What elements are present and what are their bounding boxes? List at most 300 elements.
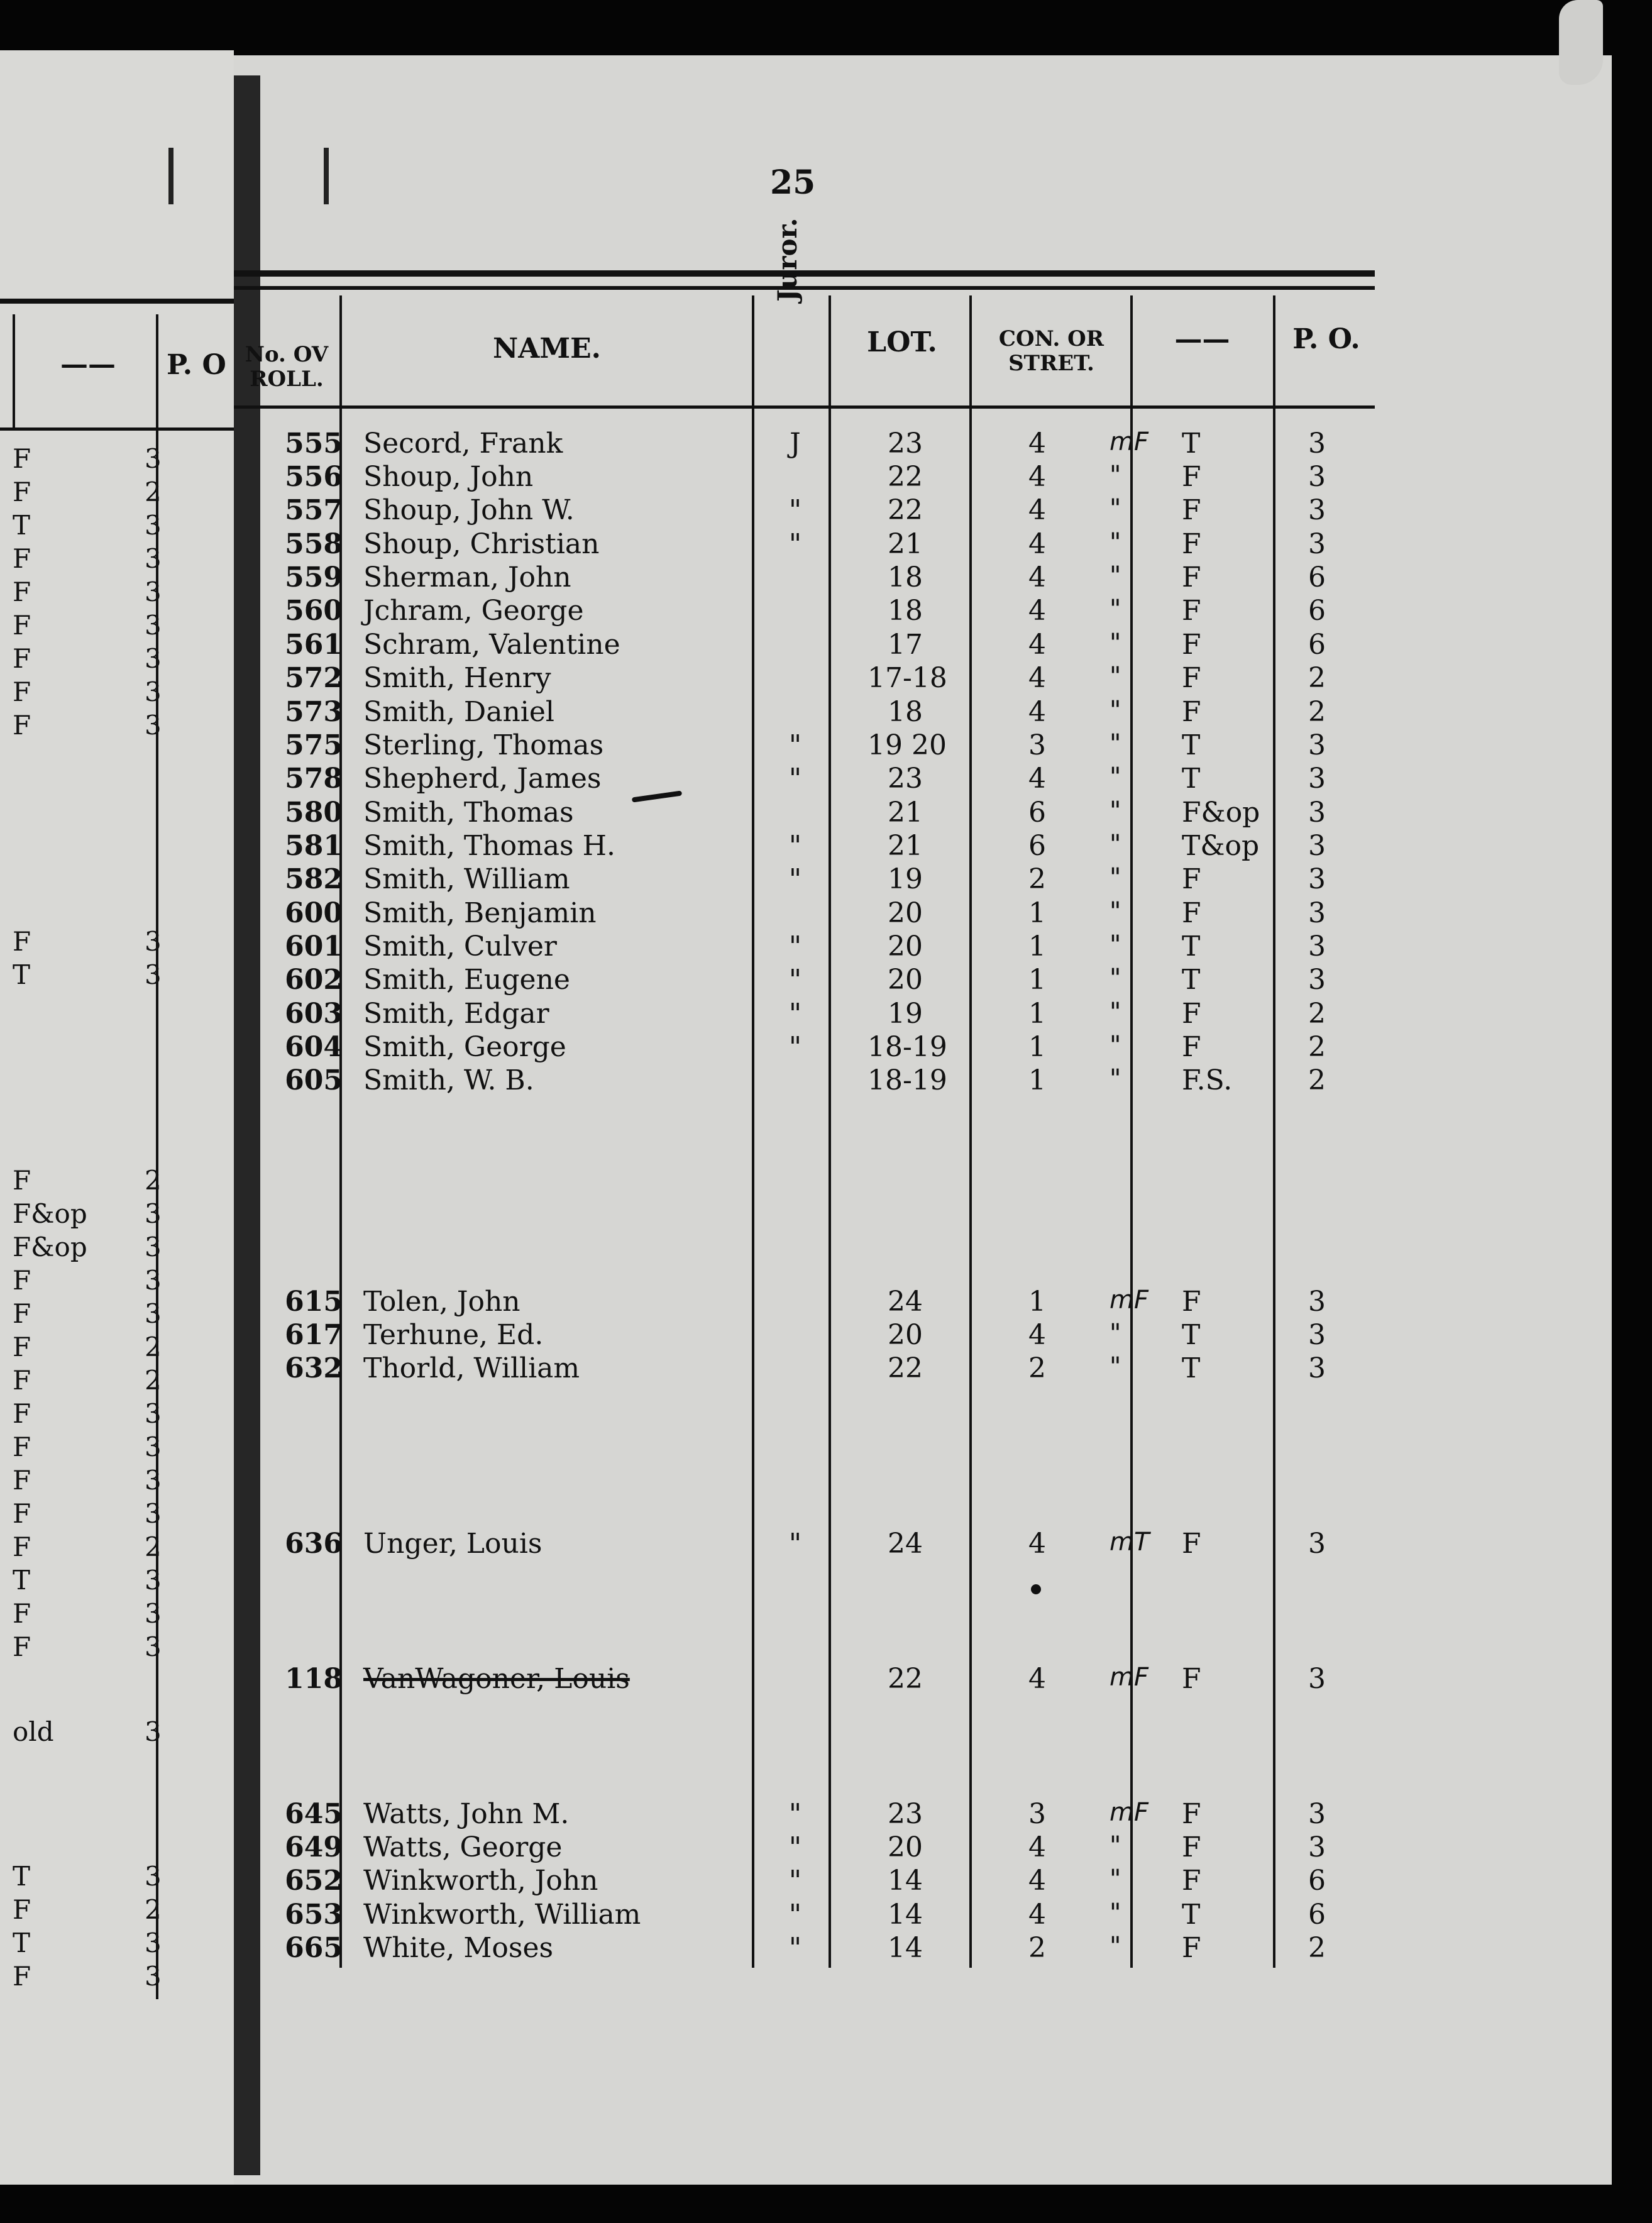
entry-name: Secord, Frank bbox=[363, 428, 563, 460]
entry-hw: " bbox=[1110, 1899, 1121, 1928]
entry-con: 4 bbox=[1028, 528, 1046, 560]
left-column-rule bbox=[13, 314, 15, 428]
left-entry-row bbox=[0, 1861, 234, 1895]
header-po: P. O. bbox=[1292, 323, 1360, 355]
entry-status: F bbox=[1182, 1831, 1201, 1863]
entry-no: 555 bbox=[285, 428, 343, 460]
roll-entry-row bbox=[0, 629, 1652, 663]
left-entry-row bbox=[0, 643, 234, 677]
entry-no: 604 bbox=[285, 1031, 343, 1063]
entry-no: 649 bbox=[285, 1831, 343, 1863]
left-entry-row bbox=[0, 1365, 234, 1399]
entry-no: 580 bbox=[285, 797, 343, 829]
entry-lot: 14 bbox=[888, 1899, 923, 1931]
entry-name: Winkworth, William bbox=[363, 1899, 641, 1931]
entry-status: F bbox=[1182, 595, 1201, 627]
entry-hw: " bbox=[1110, 763, 1121, 792]
entry-con: 4 bbox=[1028, 696, 1046, 728]
left-entry-po: 3 bbox=[145, 1861, 162, 1892]
entry-lot: 21 bbox=[888, 528, 923, 560]
entry-status: F bbox=[1182, 1932, 1201, 1964]
entry-hw: " bbox=[1110, 1352, 1121, 1381]
entry-hw: mF bbox=[1110, 428, 1148, 456]
entry-hw: " bbox=[1110, 1831, 1121, 1860]
entry-lot: 18 bbox=[888, 595, 923, 627]
entry-hw: " bbox=[1110, 863, 1121, 892]
roll-entry-row bbox=[0, 1319, 1652, 1353]
entry-name: Tolen, John bbox=[363, 1286, 520, 1318]
roll-entry-row bbox=[0, 662, 1652, 696]
header-bottom-rule bbox=[234, 405, 1375, 409]
roll-entry-row bbox=[0, 863, 1652, 897]
left-entry-row bbox=[0, 1265, 234, 1299]
roll-entry-row bbox=[0, 696, 1652, 730]
left-entry-status: T bbox=[13, 1565, 31, 1596]
left-entry-row bbox=[0, 576, 234, 610]
entry-con: 1 bbox=[1028, 1031, 1046, 1063]
roll-entry-row bbox=[0, 1865, 1652, 1899]
entry-con: 4 bbox=[1028, 1865, 1046, 1897]
entry-name: Smith, Edgar bbox=[363, 998, 549, 1030]
entry-no: 603 bbox=[285, 998, 343, 1030]
entry-lot: 14 bbox=[888, 1865, 923, 1897]
left-entry-row bbox=[0, 1198, 234, 1232]
entry-con: 1 bbox=[1028, 1286, 1046, 1318]
entry-no: 578 bbox=[285, 763, 343, 795]
entry-no: 617 bbox=[285, 1319, 343, 1351]
left-entry-po: 3 bbox=[145, 1431, 162, 1462]
entry-no: 615 bbox=[285, 1286, 343, 1318]
left-entry-row bbox=[0, 1894, 234, 1928]
entry-po: 6 bbox=[1308, 595, 1326, 627]
left-entry-status: F bbox=[13, 1598, 31, 1629]
left-entry-status: F&op bbox=[13, 1198, 87, 1229]
left-entry-status: T bbox=[13, 1861, 31, 1892]
entry-hw: " bbox=[1110, 696, 1121, 725]
left-entry-row bbox=[0, 959, 234, 993]
left-entry-po: 2 bbox=[145, 1531, 162, 1562]
entry-lot: 20 bbox=[888, 964, 923, 996]
roll-entry-row bbox=[0, 830, 1652, 864]
entry-hw: " bbox=[1110, 1932, 1121, 1961]
entry-juror: " bbox=[788, 1932, 802, 1964]
entry-hw: " bbox=[1110, 561, 1121, 590]
left-entry-row bbox=[0, 1531, 234, 1565]
roll-entry-row bbox=[0, 561, 1652, 595]
entry-name: Smith, Henry bbox=[363, 662, 551, 694]
entry-po: 3 bbox=[1308, 1528, 1326, 1560]
entry-con: 4 bbox=[1028, 461, 1046, 493]
entry-lot: 21 bbox=[888, 830, 923, 862]
left-entry-row bbox=[0, 1398, 234, 1432]
entry-no: 559 bbox=[285, 561, 343, 593]
entry-no: 561 bbox=[285, 629, 343, 661]
entry-name: Sterling, Thomas bbox=[363, 729, 604, 761]
entry-status: T bbox=[1182, 729, 1201, 761]
left-entry-row bbox=[0, 1928, 234, 1961]
entry-po: 3 bbox=[1308, 461, 1326, 493]
entry-name: Smith, Daniel bbox=[363, 696, 554, 728]
left-entry-po: 3 bbox=[145, 926, 162, 957]
entry-lot: 14 bbox=[888, 1932, 923, 1964]
entry-con: 1 bbox=[1028, 998, 1046, 1030]
entry-con: 1 bbox=[1028, 1064, 1046, 1096]
roll-entry-row bbox=[0, 1352, 1652, 1386]
entry-name: VanWagoner, Louis bbox=[363, 1663, 630, 1695]
entry-hw: " bbox=[1110, 998, 1121, 1027]
entry-status: F bbox=[1182, 1528, 1201, 1560]
entry-po: 6 bbox=[1308, 1865, 1326, 1897]
left-entry-row bbox=[0, 510, 234, 544]
left-entry-status: T bbox=[13, 510, 31, 541]
header-lot: LOT. bbox=[867, 326, 937, 358]
left-entry-po: 3 bbox=[145, 1298, 162, 1329]
left-entry-po: 3 bbox=[145, 1631, 162, 1662]
entry-con: 4 bbox=[1028, 1831, 1046, 1863]
left-entry-status: F bbox=[13, 1531, 31, 1562]
entry-lot: 18 bbox=[888, 561, 923, 593]
entry-status: F bbox=[1182, 662, 1201, 694]
entry-name: Schram, Valentine bbox=[363, 629, 620, 661]
left-entry-po: 3 bbox=[145, 576, 162, 607]
entry-status: T bbox=[1182, 1352, 1201, 1384]
entry-juror: " bbox=[788, 528, 802, 560]
entry-no: 653 bbox=[285, 1899, 343, 1931]
header-top-rule bbox=[234, 270, 1375, 277]
roll-entry-row bbox=[0, 1286, 1652, 1320]
left-entry-status: F bbox=[13, 1165, 31, 1196]
left-entry-po: 3 bbox=[145, 959, 162, 990]
left-entry-row bbox=[0, 676, 234, 710]
entry-status: T bbox=[1182, 428, 1201, 460]
entry-lot: 22 bbox=[888, 461, 923, 493]
entry-hw: " bbox=[1110, 461, 1121, 490]
entry-status: F bbox=[1182, 494, 1201, 526]
entry-con: 1 bbox=[1028, 964, 1046, 996]
left-entry-row bbox=[0, 1565, 234, 1599]
entry-name: Smith, W. B. bbox=[363, 1064, 534, 1096]
entry-status: F bbox=[1182, 561, 1201, 593]
left-entry-row bbox=[0, 1631, 234, 1665]
entry-po: 2 bbox=[1308, 998, 1326, 1030]
entry-lot: 19 bbox=[888, 998, 923, 1030]
left-header-po: P. O bbox=[167, 349, 226, 381]
paper-tear bbox=[1559, 0, 1603, 85]
entry-name: Shoup, Christian bbox=[363, 528, 600, 560]
roll-entry-row bbox=[0, 1528, 1652, 1562]
entry-no: 652 bbox=[285, 1865, 343, 1897]
left-entry-row bbox=[0, 443, 234, 477]
left-entry-status: F bbox=[13, 1498, 31, 1529]
roll-entry-row bbox=[0, 930, 1652, 964]
left-entry-status: F bbox=[13, 576, 31, 607]
entry-no: 601 bbox=[285, 930, 343, 963]
entry-status: T bbox=[1182, 964, 1201, 996]
left-entry-row bbox=[0, 1332, 234, 1365]
entry-hw: " bbox=[1110, 494, 1121, 523]
entry-status: F bbox=[1182, 1798, 1201, 1830]
entry-juror: " bbox=[788, 494, 802, 526]
entry-po: 2 bbox=[1308, 1064, 1326, 1096]
entry-po: 3 bbox=[1308, 930, 1326, 963]
entry-con: 4 bbox=[1028, 629, 1046, 661]
entry-name: Smith, Thomas bbox=[363, 797, 574, 829]
entry-juror: " bbox=[788, 998, 802, 1030]
left-entry-status: F bbox=[13, 1631, 31, 1662]
entry-status: T bbox=[1182, 1319, 1201, 1351]
entry-hw: " bbox=[1110, 897, 1121, 926]
roll-entry-row bbox=[0, 1932, 1652, 1966]
entry-juror: " bbox=[788, 1798, 802, 1830]
left-entry-row bbox=[0, 1465, 234, 1499]
entry-hw: " bbox=[1110, 729, 1121, 758]
left-entry-status: F bbox=[13, 1961, 31, 1992]
entry-hw: " bbox=[1110, 830, 1121, 859]
left-entry-status: F bbox=[13, 610, 31, 641]
entry-lot: 17-18 bbox=[867, 662, 947, 694]
entry-juror: " bbox=[788, 964, 802, 996]
left-entry-po: 3 bbox=[145, 1598, 162, 1629]
entry-lot: 22 bbox=[888, 1352, 923, 1384]
entry-con: 3 bbox=[1028, 729, 1046, 761]
left-entry-po: 3 bbox=[145, 1465, 162, 1496]
entry-po: 3 bbox=[1308, 964, 1326, 996]
entry-juror: " bbox=[788, 1528, 802, 1560]
entry-lot: 18 bbox=[888, 696, 923, 728]
entry-po: 2 bbox=[1308, 1031, 1326, 1063]
left-entry-po: 3 bbox=[145, 1398, 162, 1429]
entry-no: 636 bbox=[285, 1528, 343, 1560]
entry-hw: " bbox=[1110, 528, 1121, 557]
roll-entry-row bbox=[0, 528, 1652, 562]
left-entry-po: 3 bbox=[145, 1565, 162, 1596]
entry-con: 6 bbox=[1028, 830, 1046, 862]
entry-con: 4 bbox=[1028, 1528, 1046, 1560]
left-entry-po: 3 bbox=[145, 643, 162, 674]
left-entry-status: F bbox=[13, 926, 31, 957]
left-entry-status: F bbox=[13, 676, 31, 707]
roll-entry-row bbox=[0, 1064, 1652, 1098]
entry-status: T bbox=[1182, 1899, 1201, 1931]
entry-po: 3 bbox=[1308, 729, 1326, 761]
bracket-mark bbox=[324, 148, 329, 204]
entry-po: 3 bbox=[1308, 830, 1326, 862]
entry-po: 3 bbox=[1308, 1663, 1326, 1695]
left-entry-po: 3 bbox=[145, 1498, 162, 1529]
entry-status: F bbox=[1182, 863, 1201, 895]
entry-po: 3 bbox=[1308, 494, 1326, 526]
left-entry-po: 3 bbox=[145, 1232, 162, 1262]
entry-po: 6 bbox=[1308, 561, 1326, 593]
entry-status: F bbox=[1182, 696, 1201, 728]
left-entry-po: 3 bbox=[145, 510, 162, 541]
roll-entry-row bbox=[0, 897, 1652, 931]
entry-juror: " bbox=[788, 1831, 802, 1863]
entry-no: 665 bbox=[285, 1932, 343, 1964]
left-entry-row bbox=[0, 543, 234, 577]
entry-lot: 23 bbox=[888, 763, 923, 795]
left-entry-status: F bbox=[13, 643, 31, 674]
entry-con: 4 bbox=[1028, 763, 1046, 795]
left-entry-row bbox=[0, 1431, 234, 1465]
left-entry-status: F bbox=[13, 1332, 31, 1362]
entry-status: F bbox=[1182, 998, 1201, 1030]
left-entry-row bbox=[0, 1232, 234, 1266]
entry-name: Smith, Eugene bbox=[363, 964, 570, 996]
entry-con: 3 bbox=[1028, 1798, 1046, 1830]
entry-po: 2 bbox=[1308, 696, 1326, 728]
entry-status: F bbox=[1182, 528, 1201, 560]
entry-no: 558 bbox=[285, 528, 343, 560]
roll-entry-row bbox=[0, 1899, 1652, 1933]
roll-entry-row bbox=[0, 729, 1652, 763]
entry-hw: " bbox=[1110, 629, 1121, 658]
entry-name: Shoup, John W. bbox=[363, 494, 575, 526]
entry-lot: 20 bbox=[888, 1831, 923, 1863]
entry-lot: 22 bbox=[888, 1663, 923, 1695]
entry-lot: 24 bbox=[888, 1528, 923, 1560]
entry-no: 573 bbox=[285, 696, 343, 728]
entry-con: 4 bbox=[1028, 428, 1046, 460]
entry-lot: 18-19 bbox=[867, 1064, 947, 1096]
entry-hw: " bbox=[1110, 964, 1121, 993]
entry-hw: " bbox=[1110, 930, 1121, 959]
entry-no: 557 bbox=[285, 494, 343, 526]
entry-no: 582 bbox=[285, 863, 343, 895]
entry-status: F bbox=[1182, 1865, 1201, 1897]
entry-hw: mF bbox=[1110, 1798, 1148, 1827]
entry-juror: J bbox=[790, 428, 801, 460]
entry-name: Smith, Thomas H. bbox=[363, 830, 615, 862]
left-entry-row bbox=[0, 926, 234, 960]
entry-juror: " bbox=[788, 729, 802, 761]
entry-no: 632 bbox=[285, 1352, 343, 1384]
entry-con: 2 bbox=[1028, 1352, 1046, 1384]
entry-po: 2 bbox=[1308, 662, 1326, 694]
roll-entry-row bbox=[0, 494, 1652, 528]
roll-entry-row bbox=[0, 1663, 1652, 1697]
entry-status: T bbox=[1182, 930, 1201, 963]
entry-po: 3 bbox=[1308, 1352, 1326, 1384]
left-entry-row bbox=[0, 710, 234, 744]
entry-name: Thorld, William bbox=[363, 1352, 580, 1384]
left-entry-row bbox=[0, 1498, 234, 1532]
roll-entry-row bbox=[0, 1031, 1652, 1065]
entry-juror: " bbox=[788, 1865, 802, 1897]
entry-po: 3 bbox=[1308, 1319, 1326, 1351]
entry-lot: 19 bbox=[888, 863, 923, 895]
entry-name: Shepherd, James bbox=[363, 763, 602, 795]
entry-juror: " bbox=[788, 1899, 802, 1931]
entry-con: 4 bbox=[1028, 662, 1046, 694]
left-entry-po: 3 bbox=[145, 1961, 162, 1992]
header-roll-number: No. OV ROLL. bbox=[245, 342, 329, 392]
left-entry-status: F bbox=[13, 710, 31, 741]
roll-entry-row bbox=[0, 428, 1652, 461]
entry-no: 602 bbox=[285, 964, 343, 996]
entry-no: 572 bbox=[285, 662, 343, 694]
entry-lot: 23 bbox=[888, 1798, 923, 1830]
left-entry-po: 3 bbox=[145, 1928, 162, 1958]
left-entry-row bbox=[0, 477, 234, 510]
left-entry-status: F bbox=[13, 1465, 31, 1496]
left-entry-status: F bbox=[13, 1431, 31, 1462]
entry-status: T&op bbox=[1182, 830, 1260, 862]
roll-entry-row bbox=[0, 763, 1652, 797]
entry-juror: " bbox=[788, 830, 802, 862]
entry-name: Smith, William bbox=[363, 863, 570, 895]
entry-con: 4 bbox=[1028, 1663, 1046, 1695]
left-entry-status: F bbox=[13, 1265, 31, 1296]
entry-con: 2 bbox=[1028, 863, 1046, 895]
entry-po: 2 bbox=[1308, 1932, 1326, 1964]
entry-lot: 22 bbox=[888, 494, 923, 526]
entry-con: 1 bbox=[1028, 897, 1046, 929]
entry-status: F&op bbox=[1182, 797, 1260, 829]
entry-name: White, Moses bbox=[363, 1932, 554, 1964]
left-entry-po: 3 bbox=[145, 543, 162, 574]
entry-con: 4 bbox=[1028, 1899, 1046, 1931]
entry-lot: 24 bbox=[888, 1286, 923, 1318]
left-entry-status: F&op bbox=[13, 1232, 87, 1262]
entry-no: 605 bbox=[285, 1064, 343, 1096]
entry-po: 3 bbox=[1308, 1831, 1326, 1863]
roll-entry-row bbox=[0, 461, 1652, 495]
left-entry-po: 3 bbox=[145, 1198, 162, 1229]
entry-name: Watts, John M. bbox=[363, 1798, 570, 1830]
entry-no: 581 bbox=[285, 830, 343, 862]
entry-status: F bbox=[1182, 1031, 1201, 1063]
entry-po: 3 bbox=[1308, 1286, 1326, 1318]
entry-lot: 20 bbox=[888, 930, 923, 963]
left-entry-row bbox=[0, 1165, 234, 1199]
entry-hw: " bbox=[1110, 662, 1121, 691]
entry-hw: " bbox=[1110, 1319, 1121, 1348]
entry-status: F bbox=[1182, 461, 1201, 493]
roll-entry-row bbox=[0, 797, 1652, 830]
left-entry-po: 3 bbox=[145, 1265, 162, 1296]
left-entry-status: T bbox=[13, 959, 31, 990]
entry-hw: " bbox=[1110, 1031, 1121, 1060]
entry-po: 3 bbox=[1308, 897, 1326, 929]
ink-dot bbox=[1031, 1584, 1041, 1594]
header-dash: —— bbox=[1174, 323, 1230, 355]
left-header-dash: —— bbox=[60, 348, 116, 380]
entry-hw: mF bbox=[1110, 1663, 1148, 1692]
entry-juror: " bbox=[788, 763, 802, 795]
entry-no: 645 bbox=[285, 1798, 343, 1830]
header-juror: Juror. bbox=[772, 218, 803, 302]
entry-status: F bbox=[1182, 1286, 1201, 1318]
entry-con: 2 bbox=[1028, 1932, 1046, 1964]
entry-no: 560 bbox=[285, 595, 343, 627]
left-entry-status: F bbox=[13, 1298, 31, 1329]
entry-name: Unger, Louis bbox=[363, 1528, 542, 1560]
entry-juror: " bbox=[788, 1031, 802, 1063]
roll-entry-row bbox=[0, 998, 1652, 1032]
left-entry-row bbox=[0, 1961, 234, 1995]
entry-po: 3 bbox=[1308, 428, 1326, 460]
left-entry-status: F bbox=[13, 443, 31, 474]
left-entry-row bbox=[0, 610, 234, 644]
entry-hw: " bbox=[1110, 1865, 1121, 1894]
left-entry-row bbox=[0, 1298, 234, 1332]
left-entry-status: F bbox=[13, 543, 31, 574]
entry-lot: 21 bbox=[888, 797, 923, 829]
header-name: NAME. bbox=[493, 333, 601, 365]
entry-no: 600 bbox=[285, 897, 343, 929]
left-entry-po: 3 bbox=[145, 610, 162, 641]
